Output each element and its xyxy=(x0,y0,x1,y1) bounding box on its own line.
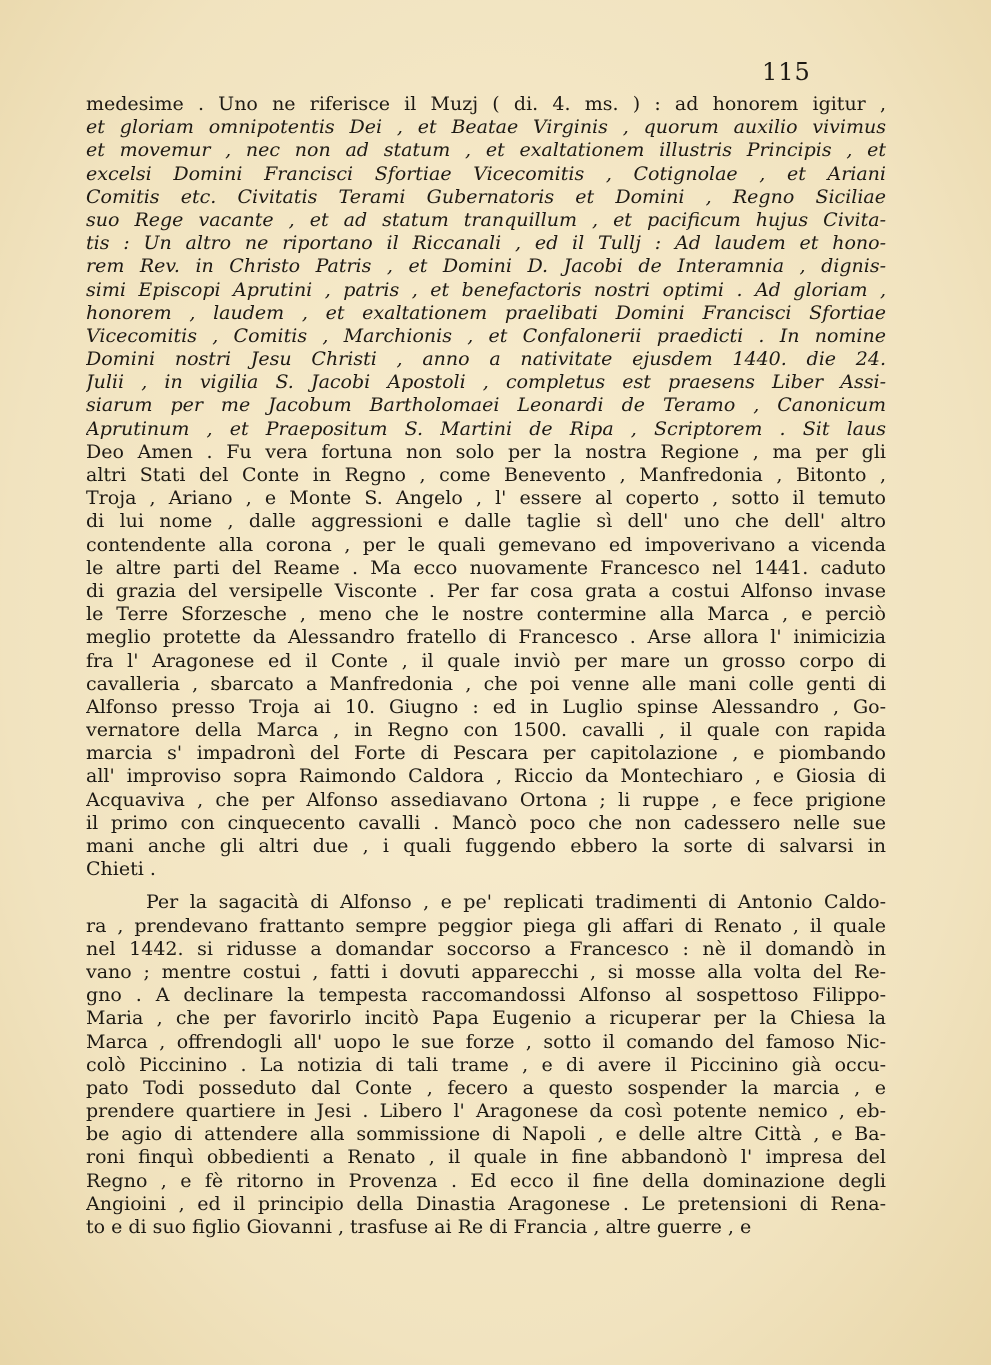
text-line: cavalleria , sbarcato a Manfredonia , che poi venne alle mani colle genti di xyxy=(86,672,886,695)
text-line: vano ; mentre costui , fatti i dovuti apparecchi , si mosse alla volta del Re- xyxy=(86,960,886,983)
text-line: le altre parti del Reame . Ma ecco nuovamente Francesco nel 1441. caduto xyxy=(86,556,886,579)
text-line: Regno , e fè ritorno in Provenza . Ed ecco il fine della dominazione degli xyxy=(86,1169,886,1192)
text-line: tis : Un altro ne riportano il Riccanali , ed il Tullj : Ad laudem et hono- xyxy=(86,232,886,255)
text-line: rem Rev. in Christo Patris , et Domini D. Jacobi de Interamnia , dignis- xyxy=(86,255,886,278)
text-line: Acquaviva , che per Alfonso assediavano Ortona ; li ruppe , e fece prigione xyxy=(86,788,886,811)
text-line: medesime . Uno ne riferisce il Muzj ( di. 4. ms. ) : ad honorem igitur , xyxy=(86,93,886,115)
text-line: prendere quartiere in Jesi . Libero l' Aragonese da così potente nemico , eb- xyxy=(86,1100,886,1123)
text-line: contendente alla corona , per le quali gemevano ed impoverivano a vicenda xyxy=(86,533,886,556)
text-line: Aprutinum , et Praepositum S. Martini de Ripa , Scriptorem . Sit laus xyxy=(86,417,886,440)
text-line: Angioini , ed il principio della Dinastia Aragonese . Le pretensioni di Rena- xyxy=(86,1192,886,1215)
text-line: altri Stati del Conte in Regno , come Benevento , Manfredonia , Bitonto , xyxy=(86,464,886,486)
text-line: Domini nostri Jesu Christi , anno a nativitate ejusdem 1440. die 24. xyxy=(86,348,886,371)
text-line: colò Piccinino . La notizia di tali trame , e di avere il Piccinino già occu- xyxy=(86,1053,886,1076)
text-line: Per la sagacità di Alfonso , e pe' replicati tradimenti di Antonio Caldo- xyxy=(146,891,886,914)
text-line: Maria , che per favorirlo incitò Papa Eugenio a ricuperar per la Chiesa la xyxy=(86,1007,886,1030)
text-line: Marca , offrendogli all' uopo le sue forze , sotto il comando del famoso Nic- xyxy=(86,1030,886,1053)
text-line: fra l' Aragonese ed il Conte , il quale inviò per mare un grosso corpo di xyxy=(86,649,886,672)
paragraph-1 xyxy=(86,93,886,881)
text-line: mani anche gli altri due , i quali fuggendo ebbero la sorte di salvarsi in xyxy=(86,835,886,857)
text-line: le Terre Sforzesche , meno che le nostre contermine alla Marca , e perciò xyxy=(86,603,886,626)
text-line: nel 1442. si ridusse a domandar soccorso a Francesco : nè il domandò in xyxy=(86,937,886,960)
text-line: vernatore della Marca , in Regno con 1500. cavalli , il quale con rapida xyxy=(86,719,886,742)
text-line: simi Episcopi Aprutini , patris , et benefactoris nostri optimi . Ad gloriam , xyxy=(86,278,886,301)
text-line: siarum per me Jacobum Bartholomaei Leonardi de Teramo , Canonicum xyxy=(86,394,886,417)
text-line: Comitis etc. Civitatis Terami Gubernatoris et Domini , Regno Siciliae xyxy=(86,185,886,208)
text-line: to e di suo figlio Giovanni , trasfuse ai Re di Francia , altre guerre , e xyxy=(86,1216,752,1238)
text-line: et gloriam omnipotentis Dei , et Beatae Virginis , quorum auxilio vivimus xyxy=(86,116,886,139)
text-line: et movemur , nec non ad statum , et exaltationem illustris Principis , et xyxy=(86,139,886,162)
page-number: 115 xyxy=(762,58,811,86)
text-line: pato Todi posseduto dal Conte , fecero a questo sospender la marcia , e xyxy=(86,1076,886,1099)
text-line: ra , prendevano frattanto sempre peggior piega gli affari di Renato , il quale xyxy=(86,914,886,937)
text-line: Chieti . xyxy=(86,858,156,881)
text-line: Vicecomitis , Comitis , Marchionis , et Confalonerii praedicti . In nomine xyxy=(86,324,886,347)
text-line: roni finquì obbedienti a Renato , il quale in fine abbandonò l' impresa del xyxy=(86,1146,886,1169)
text-line: honorem , laudem , et exaltationem praelibati Domini Francisci Sfortiae xyxy=(86,301,886,324)
text-line: il primo con cinquecento cavalli . Mancò poco che non cadessero nelle sue xyxy=(86,811,886,834)
text-line: gno . A declinare la tempesta raccomandossi Alfonso al sospettoso Filippo- xyxy=(86,984,886,1007)
text-line: Troja , Ariano , e Monte S. Angelo , l' essere al coperto , sotto il temuto xyxy=(86,487,886,510)
text-line: di grazia del versipelle Visconte . Per far cosa grata a costui Alfonso invase xyxy=(86,579,886,602)
paragraph-2 xyxy=(86,891,886,1239)
text-line: di lui nome , dalle aggressioni e dalle taglie sì dell' uno che dell' altro xyxy=(86,510,886,533)
text-line: Julii , in vigilia S. Jacobi Apostoli , completus est praesens Liber Assi- xyxy=(86,371,886,394)
text-line: excelsi Domini Francisci Sfortiae Vicecomitis , Cotignolae , et Ariani xyxy=(86,162,886,185)
text-line: suo Rege vacante , et ad statum tranquillum , et pacificum hujus Civita- xyxy=(86,208,886,231)
text-line: marcia s' impadronì del Forte di Pescara per capitolazione , e piombando xyxy=(86,742,886,765)
text-line: meglio protette da Alessandro fratello di Francesco . Arse allora l' inimicizia xyxy=(86,626,886,649)
text-line: Deo Amen . Fu vera fortuna non solo per la nostra Regione , ma per gli xyxy=(86,440,886,463)
text-line: be agio di attendere alla sommissione di Napoli , e delle altre Città , e Ba- xyxy=(86,1123,886,1146)
body-text xyxy=(86,93,886,1239)
text-line: Alfonso presso Troja ai 10. Giugno : ed in Luglio spinse Alessandro , Go- xyxy=(86,695,886,718)
text-line: all' improviso sopra Raimondo Caldora , Riccio da Montechiaro , e Giosia di xyxy=(86,765,886,788)
